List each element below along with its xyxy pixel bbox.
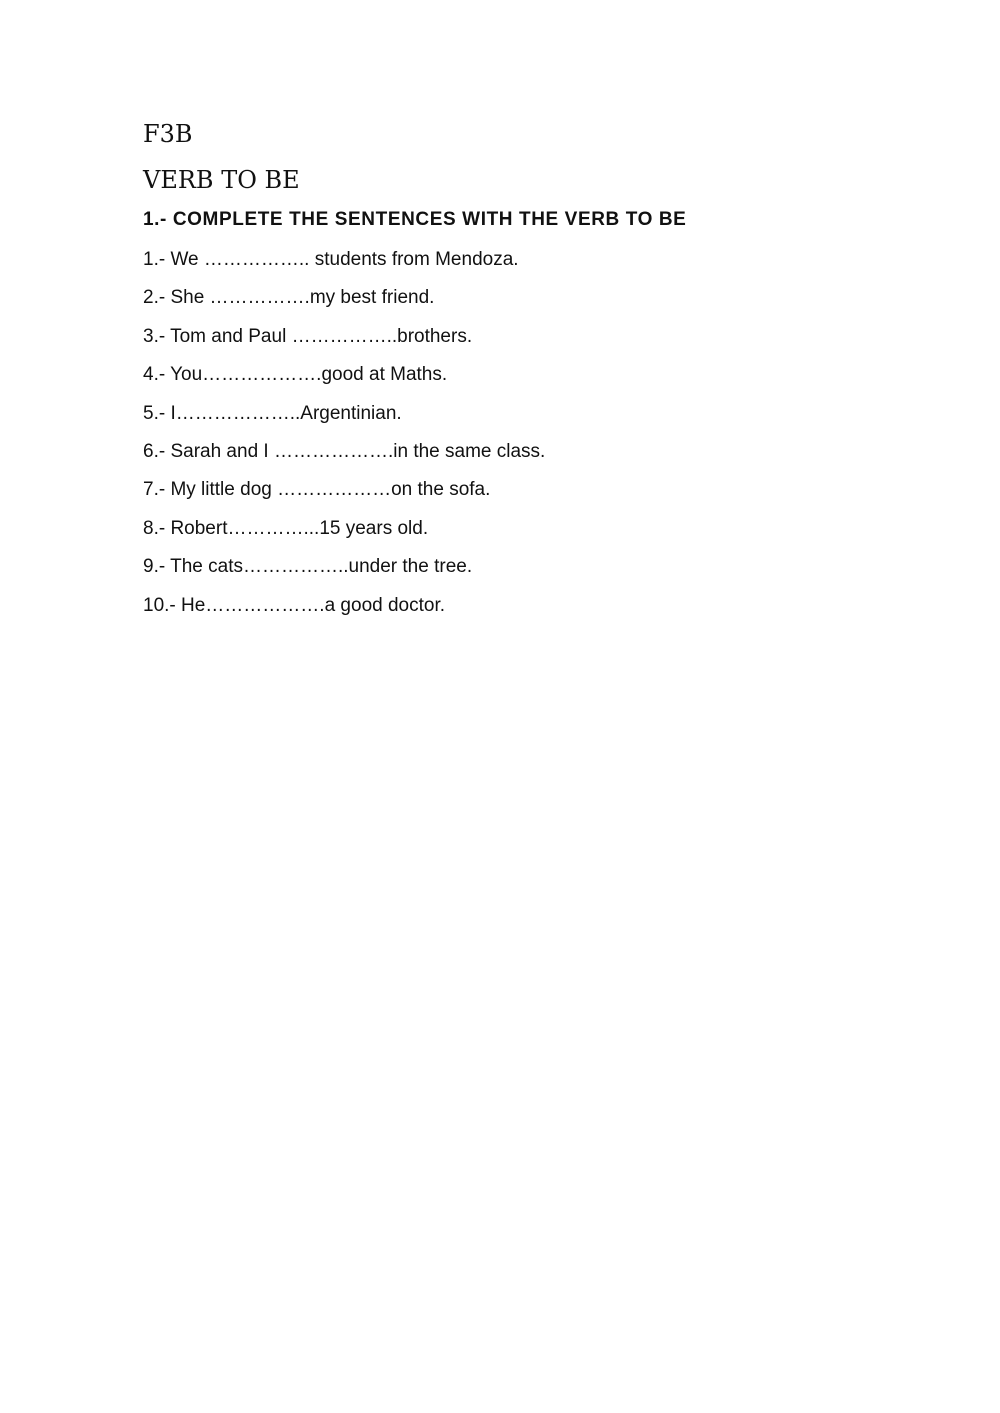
sentence-item-4: 4.- You……………….good at Maths. xyxy=(143,364,448,386)
class-code: F3B xyxy=(143,120,193,148)
sentence-item-7: 7.- My little dog ………………on the sofa. xyxy=(143,479,491,501)
worksheet-title: VERB TO BE xyxy=(143,166,300,194)
sentence-item-5: 5.- I………………..Argentinian. xyxy=(143,402,402,424)
sentence-item-2: 2.- She …………….my best friend. xyxy=(143,287,435,309)
sentence-item-10: 10.- He……………….a good doctor. xyxy=(143,594,446,616)
sentence-item-3: 3.- Tom and Paul ……………..brothers. xyxy=(143,325,473,347)
worksheet-content xyxy=(143,118,903,632)
sentence-item-6: 6.- Sarah and I ……………….in the same class. xyxy=(143,440,546,462)
sentence-item-8: 8.- Robert…………...15 years old. xyxy=(143,517,429,539)
exercise-instruction: 1.- COMPLETE THE SENTENCES WITH THE VERB TO BE xyxy=(143,209,687,230)
sentence-item-9: 9.- The cats……………..under the tree. xyxy=(143,556,473,578)
sentence-list xyxy=(143,248,903,618)
sentence-item-1: 1.- We …………….. students from Mendoza. xyxy=(143,249,519,270)
